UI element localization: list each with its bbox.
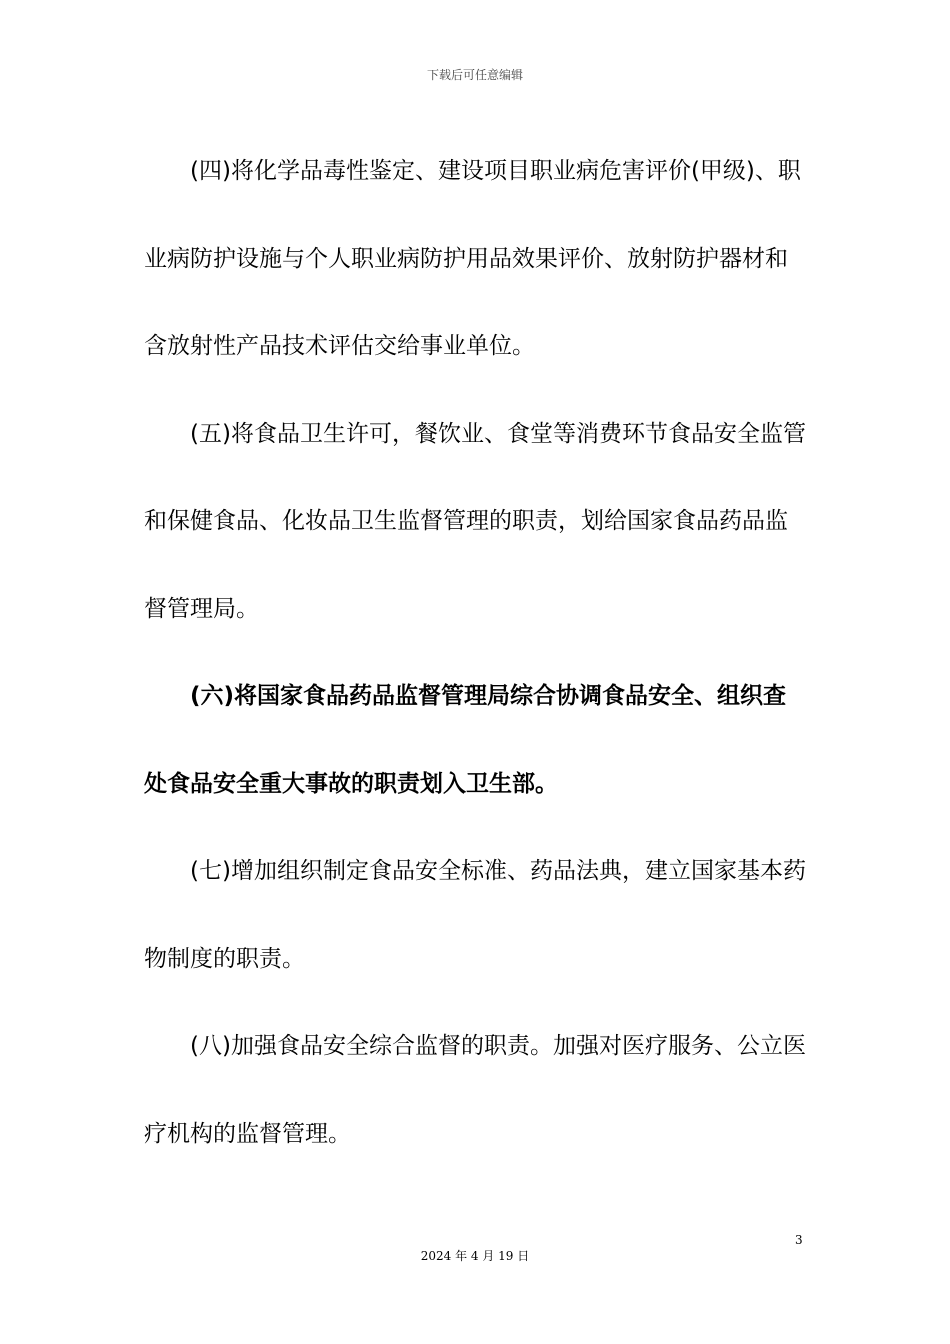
page-footer-date: 2024 年 4 月 19 日 [420, 1249, 530, 1263]
page-number: 3 [795, 1233, 803, 1247]
paragraph-5: (五)将食品卫生许可，餐饮业、食堂等消费环节食品安全监管和保健食品、化妆品卫生监督管理的职责，划给国家食品药品监督管理局。 [144, 420, 806, 622]
paragraph-4: (四)将化学品毒性鉴定、建设项目职业病危害评价(甲级)、职业病防护设施与个人职业病防护用品效果评价、放射防护器材和含放射性产品技术评估交给事业单位。 [144, 158, 801, 359]
paragraph-6: (六)将国家食品药品监督管理局综合协调食品安全、组织查处食品安全重大事故的职责划入卫生部。 [144, 683, 787, 797]
document-body [144, 128, 808, 1178]
page-header: 下载后可任意编辑 [426, 68, 523, 82]
paragraph-8: (八)加强食品安全综合监督的职责。加强对医疗服务、公立医疗机构的监督管理。 [144, 1033, 806, 1147]
paragraph-7: (七)增加组织制定食品安全标准、药品法典，建立国家基本药物制度的职责。 [144, 858, 806, 972]
